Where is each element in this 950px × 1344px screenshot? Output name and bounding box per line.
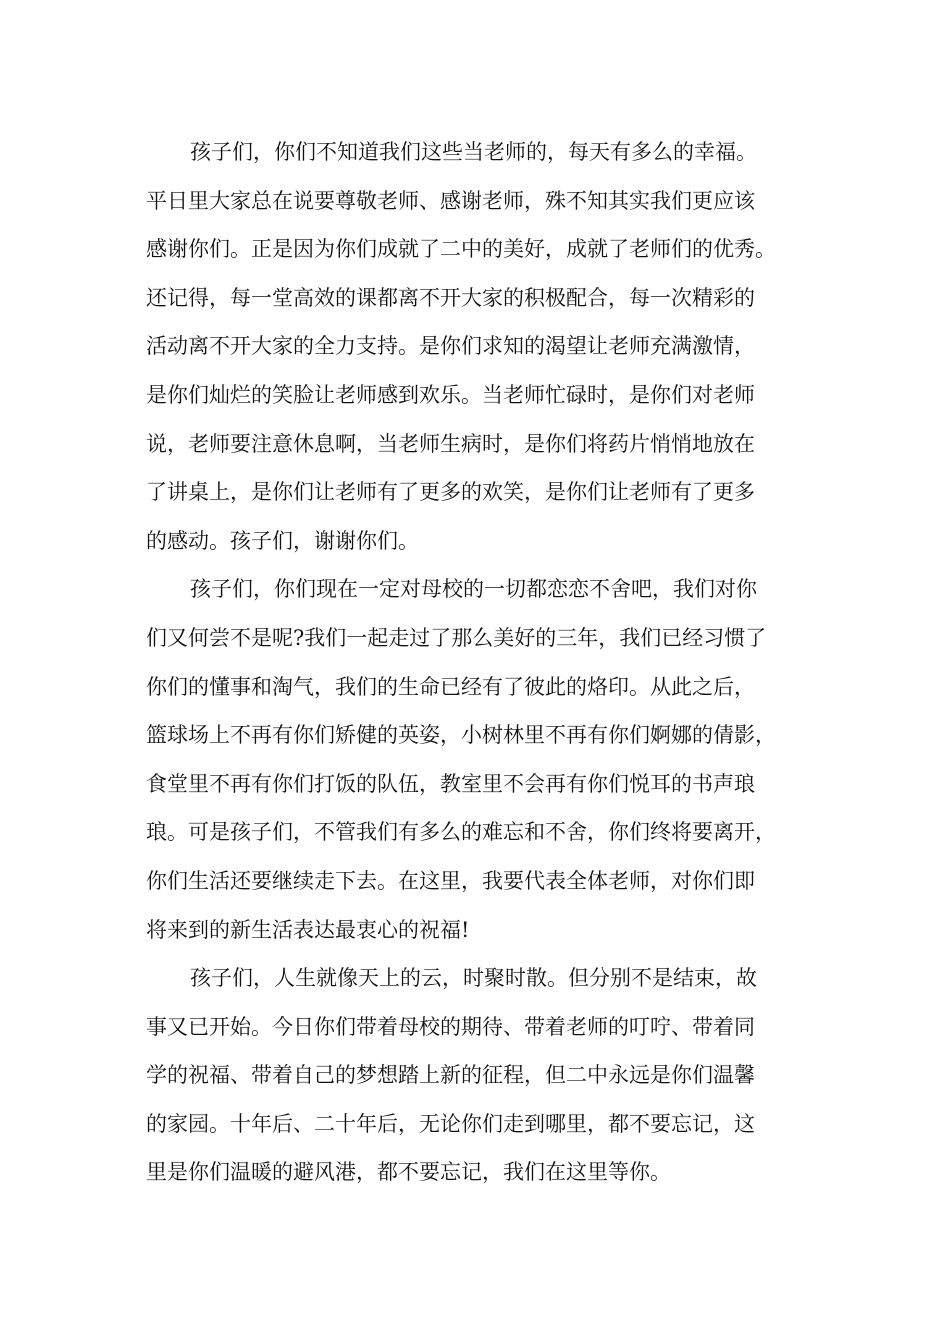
text-line: 孩子们，人生就像天上的云，时聚时散。但分别不是结束，故 <box>190 966 757 991</box>
text-line: 是你们灿烂的笑脸让老师感到欢乐。当老师忙碌时，是你们对老师 <box>146 382 755 407</box>
text-line: 将来到的新生活表达最衷心的祝福! <box>146 917 470 942</box>
text-line: 感谢你们。正是因为你们成就了二中的美好，成就了老师们的优秀。 <box>146 237 776 262</box>
text-line: 你们的懂事和淘气，我们的生命已经有了彼此的烙印。从此之后， <box>146 674 755 699</box>
text-line: 食堂里不再有你们打饭的队伍，教室里不会再有你们悦耳的书声琅 <box>146 771 755 796</box>
text-line: 说，老师要注意休息啊，当老师生病时，是你们将药片悄悄地放在 <box>146 431 755 456</box>
text-line: 学的祝福、带着自己的梦想踏上新的征程，但二中永远是你们温馨 <box>146 1063 755 1088</box>
paragraph-3 <box>146 954 826 1197</box>
text-line: 还记得，每一堂高效的课都离不开大家的积极配合，每一次精彩的 <box>146 285 755 310</box>
text-line: 你们生活还要继续走下去。在这里，我要代表全体老师，对你们即 <box>146 868 755 893</box>
text-line: 里是你们温暖的避风港，都不要忘记，我们在这里等你。 <box>146 1160 671 1185</box>
paragraph-1 <box>146 128 826 565</box>
body-text <box>146 128 826 1197</box>
text-line: 的感动。孩子们，谢谢你们。 <box>146 528 419 553</box>
text-line: 孩子们，你们现在一定对母校的一切都恋恋不舍吧，我们对你 <box>190 577 757 602</box>
paragraph-2 <box>146 565 826 954</box>
text-line: 们又何尝不是呢?我们一起走过了那么美好的三年，我们已经习惯了 <box>146 625 767 650</box>
text-line: 的家园。十年后、二十年后，无论你们走到哪里，都不要忘记，这 <box>146 1111 755 1136</box>
text-line: 平日里大家总在说要尊敬老师、感谢老师，殊不知其实我们更应该 <box>146 188 755 213</box>
text-line: 孩子们，你们不知道我们这些当老师的，每天有多么的幸福。 <box>190 140 757 164</box>
text-line: 了讲桌上，是你们让老师有了更多的欢笑，是你们让老师有了更多 <box>146 480 755 505</box>
text-line: 篮球场上不再有你们矫健的英姿，小树林里不再有你们婀娜的倩影， <box>146 723 776 748</box>
text-line: 琅。可是孩子们，不管我们有多么的难忘和不舍，你们终将要离开， <box>146 820 776 845</box>
text-line: 活动离不开大家的全力支持。是你们求知的渴望让老师充满激情， <box>146 334 755 359</box>
text-line: 事又已开始。今日你们带着母校的期待、带着老师的叮咛、带着同 <box>146 1014 755 1039</box>
